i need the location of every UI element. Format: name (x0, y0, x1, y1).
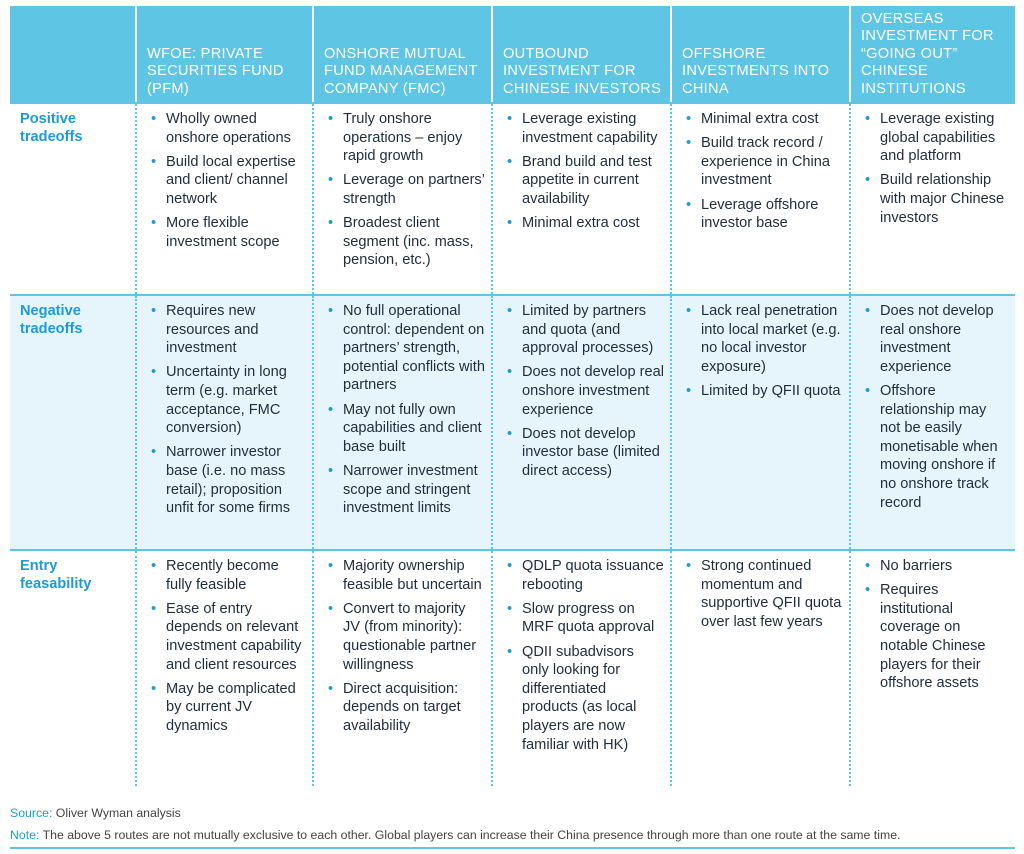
source-text: Oliver Wyman analysis (52, 806, 181, 820)
table-header (10, 6, 1015, 102)
list-item: • Offshore relationship may not be easily monetisable when moving onshore if no onshore track record (861, 382, 1009, 512)
list-item: • Does not develop real onshore investment experience (861, 302, 1009, 376)
table-cell (672, 296, 851, 549)
list-item: • Limited by partners and quota (and approval processes) (503, 302, 664, 358)
header-corner (10, 6, 137, 102)
list-item: • Requires new resources and investment (147, 302, 306, 358)
list-item: • Leverage offshore investor base (682, 196, 843, 233)
list-item: • Limited by QFII quota (682, 382, 843, 401)
list-item: • Ease of entry depends on relevant investment capability and client resources (147, 600, 306, 674)
list-item: • More flexible investment scope (147, 214, 306, 251)
list-item: • Build relationship with major Chinese investors (861, 171, 1009, 227)
list-item: • Does not develop real onshore investment experience (503, 363, 664, 419)
list-item: • Leverage on partners’ strength (324, 171, 485, 208)
list-item: • QDII subadvisors only looking for differentiated products (as local players are now familiar with HK) (503, 643, 664, 755)
list-item: • Wholly owned onshore operations (147, 110, 306, 147)
list-item: • Minimal extra cost (503, 214, 664, 233)
list-item: • Leverage existing investment capability (503, 110, 664, 147)
table-cell (137, 104, 314, 294)
table-cell (672, 551, 851, 786)
table-cell (851, 104, 1015, 294)
source-line (10, 802, 900, 824)
list-item: • May be complicated by current JV dynamics (147, 680, 306, 736)
table-cell (137, 296, 314, 549)
list-item: • May not fully own capabilities and client base built (324, 401, 485, 457)
row-label: Negative tradeoffs (10, 296, 137, 549)
table-cell (493, 104, 672, 294)
table-cell (493, 296, 672, 549)
row-label: Positive tradeoffs (10, 104, 137, 294)
list-item: • Minimal extra cost (682, 110, 843, 129)
list-item: • No barriers (861, 557, 1009, 576)
list-item: • Majority ownership feasible but uncertain (324, 557, 485, 594)
table-row-positive (10, 102, 1015, 294)
header-overseas: OVERSEAS INVESTMENT FOR “GOING OUT” CHINESE INSTITUTIONS (851, 6, 1015, 102)
note-line (10, 824, 900, 846)
list-item: • Slow progress on MRF quota approval (503, 600, 664, 637)
table-cell (137, 551, 314, 786)
table-row-entry (10, 549, 1015, 786)
table-cell (672, 104, 851, 294)
list-item: • Narrower investment scope and stringent investment limits (324, 462, 485, 518)
list-item: • Direct acquisition: depends on target availability (324, 680, 485, 736)
list-item: • QDLP quota issuance rebooting (503, 557, 664, 594)
list-item: • Uncertainty in long term (e.g. market acceptance, FMC conversion) (147, 363, 306, 437)
list-item: • Requires institutional coverage on notable Chinese players for their offshore assets (861, 581, 1009, 693)
header-pfm: WFOE: PRIVATE SECURITIES FUND (PFM) (137, 6, 314, 102)
comparison-table (10, 6, 1015, 786)
bottom-rule (10, 847, 1015, 849)
list-item: • Convert to majority JV (from minority): questionable partner willingness (324, 600, 485, 674)
header-fmc: ONSHORE MUTUAL FUND MANAGEMENT COMPANY (FMC) (314, 6, 493, 102)
source-label: Source: (10, 806, 53, 820)
list-item: • Lack real penetration into local market (e.g. no local investor exposure) (682, 302, 843, 376)
table-cell (851, 551, 1015, 786)
table-cell (314, 104, 493, 294)
list-item: • Narrower investor base (i.e. no mass retail); proposition unfit for some firms (147, 443, 306, 517)
header-outbound: OUTBOUND INVESTMENT FOR CHINESE INVESTORS (493, 6, 672, 102)
note-text: The above 5 routes are not mutually exclusive to each other. Global players can increase their China presence through more than one route at the same time. (39, 828, 901, 842)
list-item: • Build local expertise and client/ channel network (147, 153, 306, 209)
list-item: • Leverage existing global capabilities and platform (861, 110, 1009, 166)
table-cell (314, 296, 493, 549)
table-cell (851, 296, 1015, 549)
row-label: Entry feasability (10, 551, 137, 786)
header-offshore: OFFSHORE INVESTMENTS INTO CHINA (672, 6, 851, 102)
list-item: • Does not develop investor base (limited direct access) (503, 425, 664, 481)
list-item: • Truly onshore operations – enjoy rapid growth (324, 110, 485, 166)
list-item: • Recently become fully feasible (147, 557, 306, 594)
list-item: • Broadest client segment (inc. mass, pension, etc.) (324, 214, 485, 270)
list-item: • Brand build and test appetite in current availability (503, 153, 664, 209)
table-row-negative (10, 294, 1015, 549)
list-item: • Strong continued momentum and supportive QFII quota over last few years (682, 557, 843, 631)
list-item: • Build track record / experience in China investment (682, 134, 843, 190)
table-cell (493, 551, 672, 786)
list-item: • No full operational control: dependent on partners’ strength, potential conflicts with partners (324, 302, 485, 395)
table-cell (314, 551, 493, 786)
footnotes (10, 802, 900, 846)
note-label: Note: (10, 828, 40, 842)
